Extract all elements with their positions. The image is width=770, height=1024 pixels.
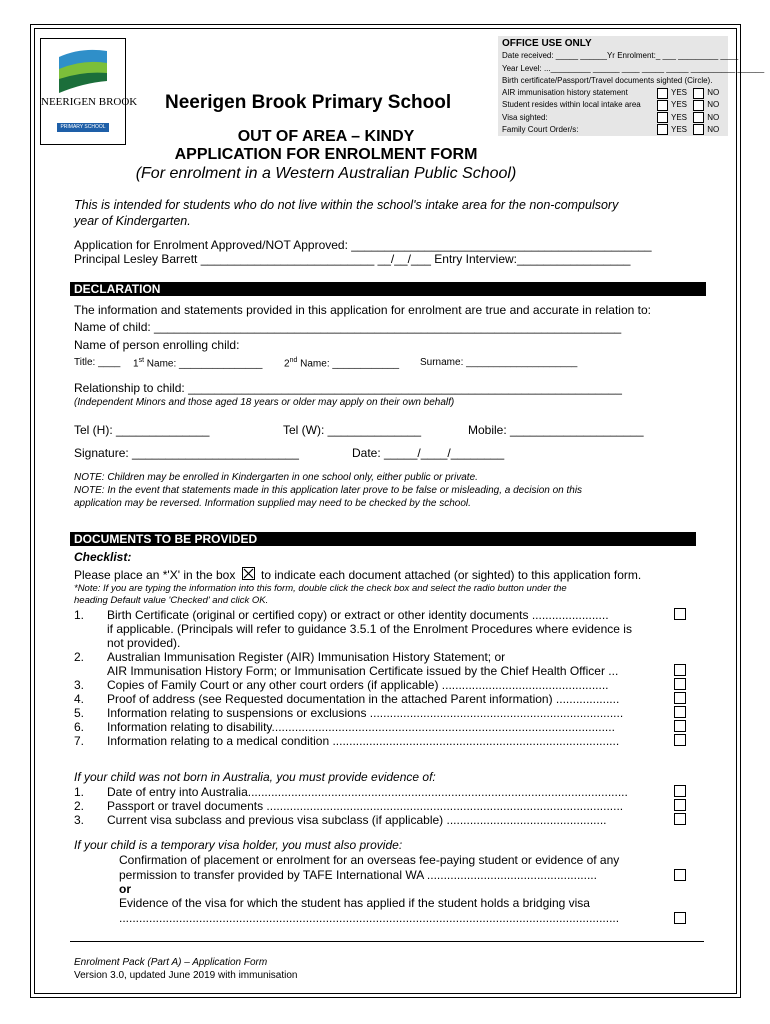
- second-name-field[interactable]: 2nd Name: ____________: [284, 357, 400, 370]
- list-item: 5. Information relating to suspensions or exclusions ............................................................................: [74, 706, 686, 720]
- office-use-box: [498, 36, 765, 136]
- checkbox[interactable]: [693, 88, 704, 99]
- list-item: 2. Passport or travel documents ...........................................................................................................: [74, 799, 686, 813]
- office-row-visa: Visa sighted: YES NO: [502, 112, 720, 122]
- office-title: OFFICE USE ONLY: [502, 38, 592, 49]
- checkbox[interactable]: [674, 785, 686, 797]
- tel-work-field[interactable]: Tel (W): ______________: [283, 423, 422, 437]
- note-1: NOTE: Children may be enrolled in Kindergarten in one school only, either public or private.: [74, 472, 478, 483]
- temp-visa-heading: If your child is a temporary visa holder, you must also provide:: [74, 838, 403, 852]
- checkbox[interactable]: [674, 813, 686, 825]
- child-name-field[interactable]: Name of child: ______________________________________________________________________: [74, 320, 622, 334]
- checkbox[interactable]: [674, 912, 686, 924]
- intro-line-1: This is intended for students who do not live within the school's intake area for the non-compulsory: [74, 198, 619, 212]
- typing-note-1: *Note: If you are typing the information into this form, double click the check box and select the radio button under the: [74, 583, 567, 594]
- checkbox[interactable]: [674, 734, 686, 746]
- footer-line-2: Version 3.0, updated June 2019 with immunisation: [74, 970, 298, 981]
- tv-line-2: permission to transfer provided by TAFE International WA ...................................................: [119, 868, 686, 882]
- title-field[interactable]: Title: ____: [74, 357, 121, 368]
- checked-box-icon: [242, 567, 255, 580]
- office-date-received[interactable]: Date received: _____ ______Yr Enrolment:_ ___ _________ ____: [502, 51, 739, 61]
- typing-note-2: heading Default value 'Checked' and click OK.: [74, 595, 269, 606]
- list-item: 1. Birth Certificate (original or certified copy) or extract or other identity documents ....................... if applicable. (Principals will refer to guidance 3.5.1 of the Enrolment Procedures where evidence is not provided).: [74, 608, 686, 650]
- office-row-air: AIR immunisation history statement YES NO: [502, 88, 720, 98]
- tel-home-field[interactable]: Tel (H): ______________: [74, 423, 210, 437]
- checkbox[interactable]: [657, 112, 668, 123]
- list-item: 2. Australian Immunisation Register (AIR) Immunisation History Statement; or AIR Immunisation History Form; or Immunisation Certificate issued by the Chief Health Officer ...: [74, 650, 686, 678]
- enrolling-person-label: Name of person enrolling child:: [74, 338, 240, 352]
- checkbox[interactable]: [674, 678, 686, 690]
- tv-line-3: Evidence of the visa for which the student has applied if the student holds a bridging visa: [119, 896, 590, 910]
- principal-field[interactable]: Principal Lesley Barrett __________________________ __/__/___ Entry Interview:_________________: [74, 252, 631, 266]
- list-item: 3. Current visa subclass and previous visa subclass (if applicable) ................................................: [74, 813, 686, 827]
- checkbox[interactable]: [693, 100, 704, 111]
- minors-note: (Independent Minors and those aged 18 years or older may apply on their own behalf): [74, 397, 455, 408]
- approved-field[interactable]: Application for Enrolment Approved/NOT Approved: _____________________________________________: [74, 238, 652, 252]
- note-3: application may be reversed. Information supplied may need to be checked by the school.: [74, 498, 471, 509]
- list-item: 1. Date of entry into Australia..................................................................................................................: [74, 785, 686, 799]
- checkbox[interactable]: [693, 124, 704, 135]
- signature-field[interactable]: Signature: _________________________: [74, 446, 299, 460]
- declaration-statement: The information and statements provided in this application for enrolment are true and accurate in relation to:: [74, 303, 651, 317]
- tv-or: or: [119, 882, 131, 896]
- first-name-field[interactable]: 1st Name: _______________: [133, 357, 263, 370]
- list-item: 7. Information relating to a medical condition ......................................................................................: [74, 734, 686, 748]
- office-row-label: Visa sighted:: [502, 112, 548, 122]
- list-item: 6. Information relating to disability.......................................................................................................: [74, 720, 686, 734]
- office-year-level[interactable]: Year Level: ..._________ ______ ____ _____ _____ __________ ______: [502, 63, 765, 73]
- office-birth-cert: Birth certificate/Passport/Travel documents sighted (Circle).: [502, 75, 713, 85]
- checkbox[interactable]: [693, 112, 704, 123]
- list-item: 3. Copies of Family Court or any other court orders (if applicable) ..................................................: [74, 678, 686, 692]
- not-born-heading: If your child was not born in Australia, you must provide evidence of:: [74, 770, 436, 784]
- footer-divider: [70, 941, 704, 942]
- logo-subtext: PRIMARY SCHOOL: [57, 123, 109, 132]
- checkbox[interactable]: [674, 706, 686, 718]
- intro-line-2: year of Kindergarten.: [74, 214, 191, 228]
- note-2: NOTE: In the event that statements made in this application later prove to be false or misleading, a decision on this: [74, 485, 583, 496]
- logo-text: NEERIGEN BROOK: [41, 96, 138, 108]
- checkbox[interactable]: [657, 100, 668, 111]
- declaration-heading: DECLARATION: [70, 282, 706, 296]
- office-row-court: Family Court Order/s: YES NO: [502, 125, 720, 135]
- relationship-field[interactable]: Relationship to child: _________________________________________________________________: [74, 381, 622, 395]
- overseas-checklist: [74, 785, 686, 827]
- office-row-label: AIR immunisation history statement: [502, 88, 628, 98]
- office-row-label: Family Court Order/s:: [502, 125, 579, 135]
- checkbox[interactable]: [674, 799, 686, 811]
- checkbox[interactable]: [674, 869, 686, 881]
- documents-heading: DOCUMENTS TO BE PROVIDED: [70, 532, 696, 546]
- document-checklist: [74, 608, 686, 748]
- tv-line-1: Confirmation of placement or enrolment for an overseas fee-paying student or evidence of any: [119, 853, 620, 867]
- office-row-label: Student resides within local intake area: [502, 100, 641, 110]
- form-title: OUT OF AREA – KINDY APPLICATION FOR ENROLMENT FORM (For enrolment in a Western Australian Public School): [135, 128, 517, 182]
- checkbox[interactable]: [674, 720, 686, 732]
- date-field[interactable]: Date: _____/____/________: [352, 446, 505, 460]
- checkbox[interactable]: [674, 664, 686, 676]
- checkbox[interactable]: [657, 88, 668, 99]
- checklist-label: Checklist:: [74, 550, 132, 564]
- checklist-instruction: Please place an *'X' in the box to indicate each document attached (or sighted) to this application form.: [74, 568, 642, 582]
- school-name: Neerigen Brook Primary School: [165, 92, 452, 113]
- tv-line-4: ......................................................................................................................................................: [119, 911, 686, 925]
- checkbox[interactable]: [657, 124, 668, 135]
- checkbox[interactable]: [674, 608, 686, 620]
- office-row-intake: Student resides within local intake area YES NO: [502, 100, 720, 110]
- mobile-field[interactable]: Mobile: ____________________: [468, 423, 644, 437]
- footer-line-1: Enrolment Pack (Part A) – Application Form: [74, 957, 268, 968]
- checkbox[interactable]: [674, 692, 686, 704]
- surname-field[interactable]: Surname: ____________________: [420, 357, 578, 368]
- list-item: 4. Proof of address (see Requested documentation in the attached Parent information) ...................: [74, 692, 686, 706]
